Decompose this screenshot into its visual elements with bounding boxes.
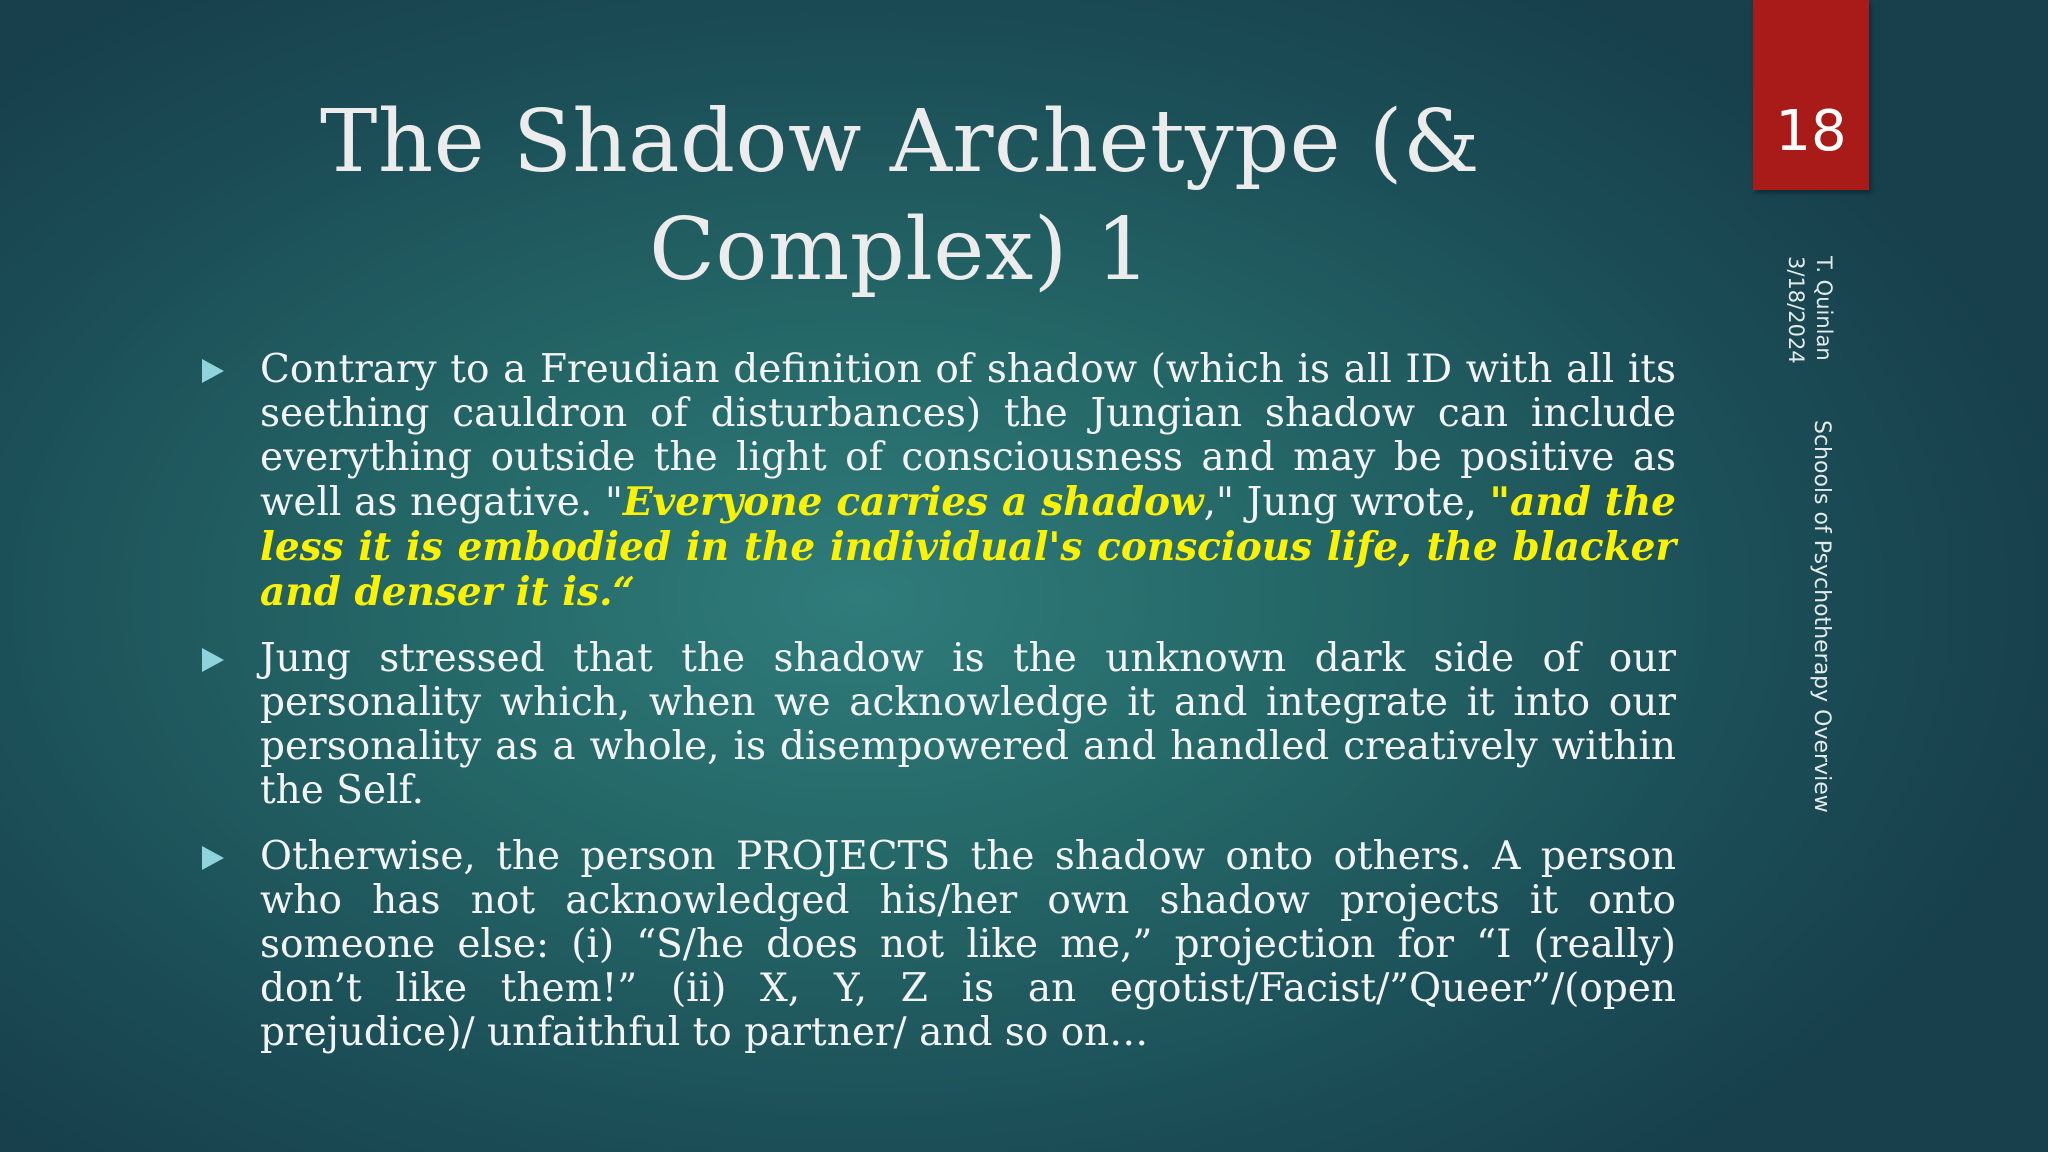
slide-title-line-2: Complex) 1 [649,200,1151,300]
date-label: 3/18/2024 [1784,256,1808,364]
footer-label: Schools of Psychotherapy Overview [1809,420,1834,813]
bullet-highlight-quote: "and the less it is embodied in the individual's conscious life, the blacker and denser it is.“ [260,479,1676,615]
bullet-item [200,637,1676,813]
slide-title-line-1: The Shadow Archetype (& [319,92,1481,192]
slide-title [230,88,1570,304]
bullet-item [200,348,1676,615]
bullet-text: ," Jung wrote, [1203,480,1490,525]
bullet-text: Contrary to a Freudian definition of shadow (which is all ID with all its seething cauldron of disturbances) the Jungian shadow can include everything outside the light of consciousness and may be positive as well as negative. " [260,347,1676,525]
triangle-right-icon [202,648,224,672]
bullet-text: Jung stressed that the shadow is the unknown dark side of our personality which, when we acknowledge it and integrate it into our personality as a whole, is disempowered and handled creatively within the Self. [260,636,1676,813]
triangle-right-icon [202,846,224,870]
triangle-right-icon [202,359,224,383]
bullet-highlight-quote: Everyone carries a shadow [622,479,1204,525]
bullet-text: Otherwise, the person PROJECTS the shadow onto others. A person who has not acknowledged his/her own shadow projects it onto someone else: (i) “S/he does not like me,” projection for “I (really) don’t like them!” (ii) X, Y, Z is an egotist/Facist/”Queer”/(open prejudice)/ unfaithful to partner/ and so on… [260,834,1676,1055]
author-label: T. Quinlan [1812,256,1836,361]
bullet-list [200,348,1676,1077]
slide-number-badge [1753,0,1869,190]
slide-number: 18 [1775,99,1847,164]
bullet-item [200,835,1676,1055]
